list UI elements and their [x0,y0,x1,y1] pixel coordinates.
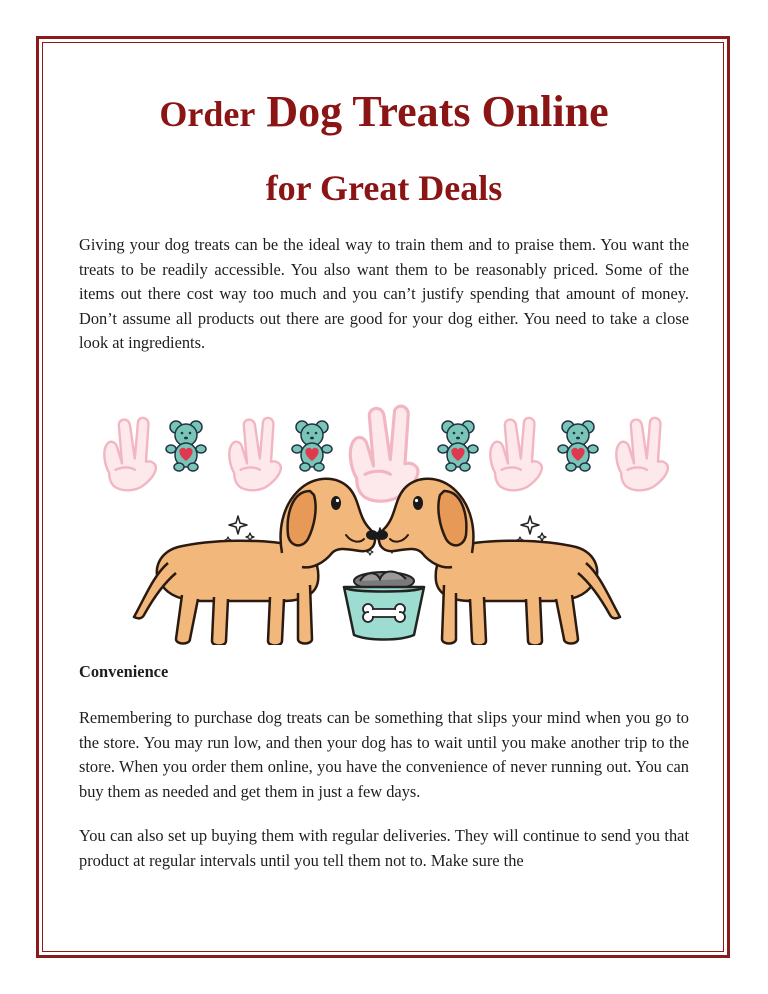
title-dog-treats-online: Dog Treats Online [266,87,609,136]
peace-hand-icon [490,418,542,490]
page-title-line-2: for Great Deals [265,168,503,208]
dog-bowl-icon [344,572,424,640]
sparkle-icon [225,516,254,543]
sparkle-icon [517,516,546,543]
convenience-paragraph-1: Remembering to purchase dog treats can be something that slips your mind when you go to the store. You may run low, and then your dog has to wait until you make another trip to the store. When you order them online, you have the convenience of never running out. You can buy them as needed and get them in just a few days. [79,708,689,801]
page-title-line-1 [0,84,768,142]
convenience-paragraph-2: You can also set up buying them with regular deliveries. They will continue to send you that product at regular intervals until you tell them not to. Make sure the [79,826,689,870]
section-heading-convenience: Convenience [79,662,169,681]
title-word-order: Order [159,94,256,134]
teddy-bear-icon [438,421,478,471]
dachshund-icon [134,479,378,645]
peace-hand-icon [229,418,281,490]
teddy-bear-icon [558,421,598,471]
dog-treat-illustration [80,395,690,645]
peace-hand-icon [104,418,156,490]
peace-hand-icon [616,418,668,490]
teddy-bear-icon [166,421,206,471]
intro-paragraph: Giving your dog treats can be the ideal way to train them and to praise them. You want the treats to be readily accessible. You also want them to be reasonably priced. Some of the items out there cost way too much and you can’t justify spending that amount of money. Don’t assume all products out there are good for your dog either. You need to take a close look at ingredients. [79,235,689,353]
teddy-bear-icon [292,421,332,471]
